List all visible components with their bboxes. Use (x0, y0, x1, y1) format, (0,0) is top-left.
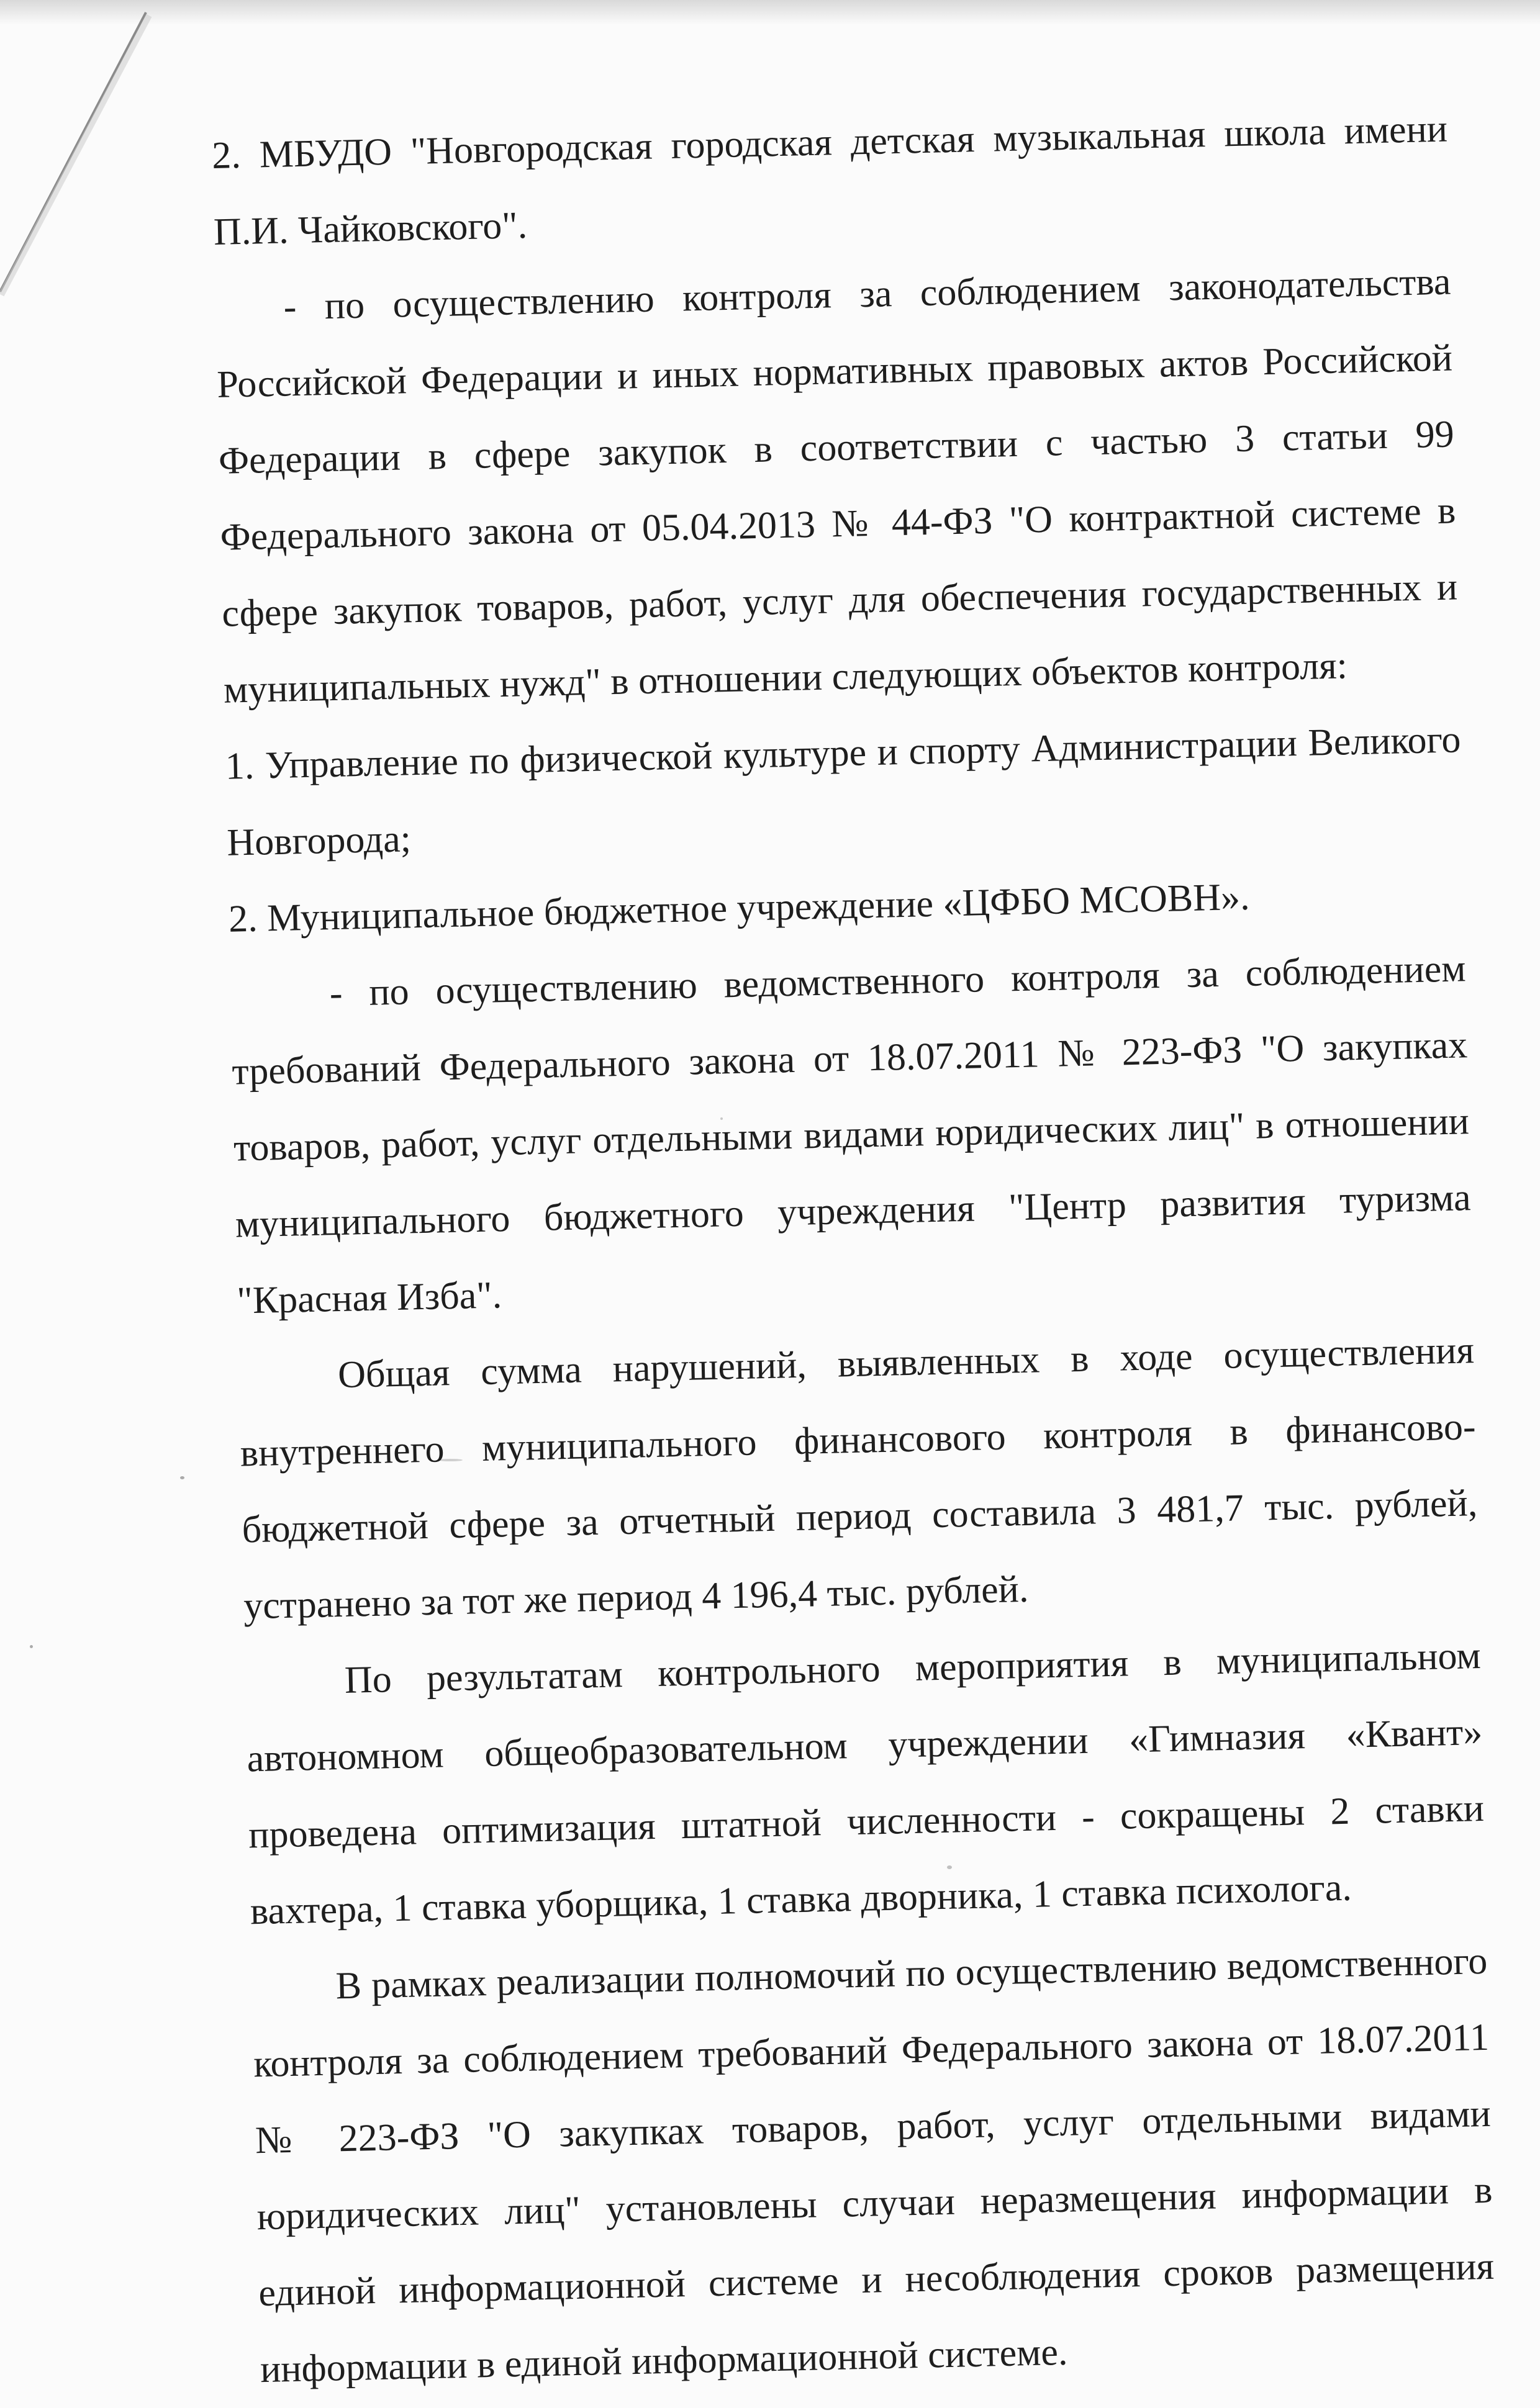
scan-speck (180, 1476, 184, 1479)
paragraph-school-item: 2. МБУДО "Новгородская городская детская музыкальная школа имени П.И. Чайковского". (211, 107, 1448, 253)
paragraph-staff-optimization: По результатам контрольного мероприятия в муниципальном автономном общеобразовательном учреждении «Гимназия «Квант» проведена оптимизация штатной численности - сокращены 2 ставки вахтера, 1 ставка уборщика, 1 ставка дворника, 1 ставка психолога. (246, 1634, 1485, 1933)
document-page (211, 91, 1497, 2408)
paragraph-departmental-control-223fz: - по осуществлению ведомственного контроля за соблюдением требований Федерального закона от 18.07.2011 № 223-ФЗ "О закупках товаров, работ, услуг отдельными видами юридических лиц" в отношении муниципального бюджетного учреждения "Центр развития туризма "Красная Изба". (231, 947, 1472, 1322)
paragraph-control-object-1: 1. Управление по физической культуре и спорту Администрации Великого Новгорода; (225, 718, 1462, 864)
scan-top-shadow (0, 0, 1540, 25)
scan-speck (30, 1645, 33, 1648)
paragraph-control-object-2: 2. Муниципальное бюджетное учреждение «ЦФБО МСОВН». (228, 875, 1251, 940)
paragraph-procurement-control-44fz: - по осуществлению контроля за соблюдением законодательства Российской Федерации и иных нормативных правовых актов Российской Федерации в сфере закупок в соответствии с частью 3 статьи 99 Федерального закона от 05.04.2013 № 44-ФЗ "О контрактной системе в сфере закупок товаров, работ, услуг для обеспечения государственных и муниципальных нужд" в отношении следующих объектов контроля: (216, 260, 1458, 711)
paragraph-violations-total: Общая сумма нарушений, выявленных в ходе осуществления внутреннего муниципального финансового контроля в финансово-бюджетной сфере за отчетный период составила 3 481,7 тыс. рублей, устранено за тот же период 4 196,4 тыс. рублей. (240, 1329, 1478, 1628)
paragraph-information-disclosure: В рамках реализации полномочий по осуществлению ведомственного контроля за соблюдением требований Федерального закона от 18.07.2011 № 223-ФЗ "О закупках товаров, работ, услуг отдельными видами юридических лиц" установлены случаи неразмещения информации в единой информационной системе и несоблюдения сроков размещения информации в единой информационной системе. (253, 1939, 1495, 2391)
